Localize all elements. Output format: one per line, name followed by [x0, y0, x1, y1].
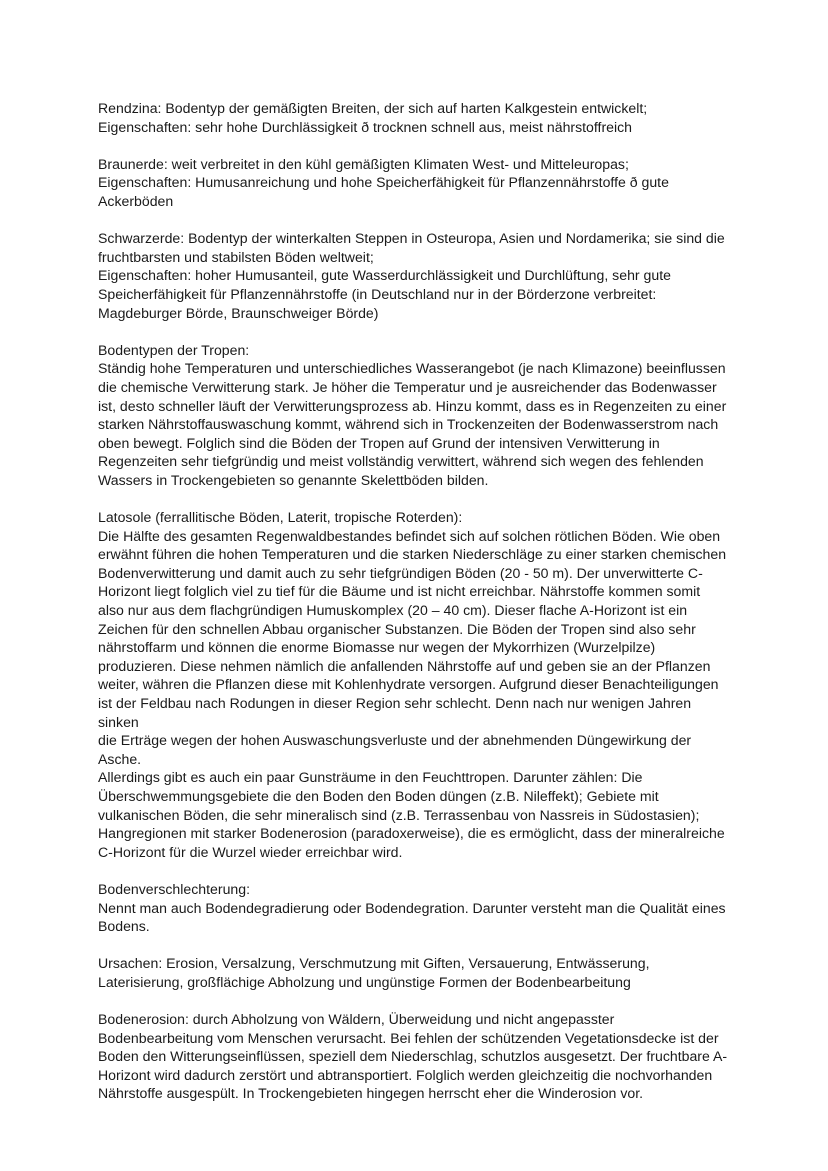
paragraph-gap — [98, 936, 734, 955]
paragraph-gap — [98, 992, 734, 1011]
document-page — [98, 99, 734, 1103]
paragraph-gap — [98, 489, 734, 508]
paragraph-bodenverschlechterung: Bodenverschlechterung: Nennt man auch Bodendegradierung oder Bodendegration. Darunter versteht man die Qualität eines Bodens. — [98, 880, 726, 935]
paragraph-gap — [98, 136, 734, 155]
paragraph-gap — [98, 211, 734, 230]
paragraph-bodenerosion: Bodenerosion: durch Abholzung von Wäldern, Überweidung und nicht angepasster Bodenbearbeitung vom Menschen verursacht. Bei fehlen der schützenden Vegetationsdecke ist der Boden den Witterungseinflüssen, speziell dem Niederschlag, schutzlos ausgesetzt. Der fruchtbare A- Horizont wird dadurch zerstört und abtransportiert. Folglich werden gleichzeitig die nochvorhanden Nährstoffe ausgespült. In Trockengebieten hingegen herrscht eher die Winderosion vor. — [98, 1011, 728, 1102]
paragraph-bodentypen-tropen: Bodentypen der Tropen: Ständig hohe Temperaturen und unterschiedliches Wasserangebot (je nach Klimazone) beeinflussen die chemische Verwitterung stark. Je höher die Temperatur und je ausreichender das Bodenwasser ist, desto schneller läuft der Verwitterungsprozess ab. Hinzu kommt, dass es in Regenzeiten zu einer starken Nährstoffauswaschung kommt, während sich in Trockenzeiten der Bodenwasserstrom nach oben bewegt. Folglich sind die Böden der Tropen auf Grund der intensiven Verwitterung in Regenzeiten sehr tiefgründig und meist vollständig verwittert, während sich wegen des fehlenden Wassers in Trockengebieten so genannte Skelettböden bilden. — [98, 341, 727, 488]
paragraph-rendzina: Rendzina: Bodentyp der gemäßigten Breiten, der sich auf harten Kalkgestein entwickelt; Eigenschaften: sehr hohe Durchlässigkeit ð trocknen schnell aus, meist nährstoffreich — [98, 100, 648, 135]
paragraph-gap — [98, 322, 734, 341]
paragraph-ursachen: Ursachen: Erosion, Versalzung, Verschmutzung mit Giften, Versauerung, Entwässerung, Laterisierung, großflächige Abholzung und ungünstige Formen der Bodenbearbeitung — [98, 955, 650, 990]
paragraph-braunerde: Braunerde: weit verbreitet in den kühl gemäßigten Klimaten West- und Mitteleuropas; Eigenschaften: Humusanreichung und hohe Speicherfähigkeit für Pflanzennährstoffe ð gute Ackerböden — [98, 155, 669, 209]
paragraph-latosole: Latosole (ferrallitische Böden, Laterit, tropische Roterden): Die Hälfte des gesamten Regenwaldbestandes befindet sich auf solchen rötlichen Böden. Wie oben erwähnt führen die hohen Temperaturen und die starken Niederschläge zu einer starken chemischen Bodenverwitterung und damit auch zu sehr tiefgründigen Böden (20 - 50 m). Der unverwitterte C- Horizont liegt folglich viel zu tief für die Bäume und ist nicht erreichbar. Nährstoffe kommen somit also nur aus dem flachgründigen Humuskomplex (20 – 40 cm). Dieser flache A-Horizont ist ein Zeichen für den schnellen Abbau organischer Substanzen. Die Böden der Tropen sind also sehr nährstoffarm und können die enorme Biomasse nur wegen der Mykorrhizen (Wurzelpilze) produzieren. Diese nehmen nämlich die anfallenden Nährstoffe auf und geben sie an der Pflanzen weiter, währen die Pflanzen diese mit Kohlenhydrate versorgen. Aufgrund dieser Benachteiligungen ist der Feldbau nach Rodungen in dieser Region sehr schlecht. Denn nach nur wenigen Jahren sinken die Erträge wegen der hohen Auswaschungsverluste und der abnehmenden Düngewirkung der Asche. Allerdings gibt es auch ein paar Gunsträume in den Feuchttropen. Darunter zählen: Die Überschwemmungsgebiete die den Boden den Boden düngen (z.B. Nileffekt); Gebiete mit vulkanischen Böden, die sehr mineralisch sind (z.B. Terrassenbau von Nassreis in Südostasien); Hangregionen mit starker Bodenerosion (paradoxerweise), die es ermöglicht, dass der mineralreiche C-Horizont für die Wurzel wieder erreichbar wird. — [98, 509, 727, 860]
paragraph-gap — [98, 861, 734, 880]
paragraph-schwarzerde: Schwarzerde: Bodentyp der winterkalten Steppen in Osteuropa, Asien und Nordamerika; sie sind die fruchtbarsten und stabilsten Böden weltweit; Eigenschaften: hoher Humusanteil, gute Wasserdurchlässigkeit und Durchlüftung, sehr gute Speicherfähigkeit für Pflanzennährstoffe (in Deutschland nur in der Börderzone verbreitet: Magdeburger Börde, Braunschweiger Börde) — [98, 230, 725, 321]
